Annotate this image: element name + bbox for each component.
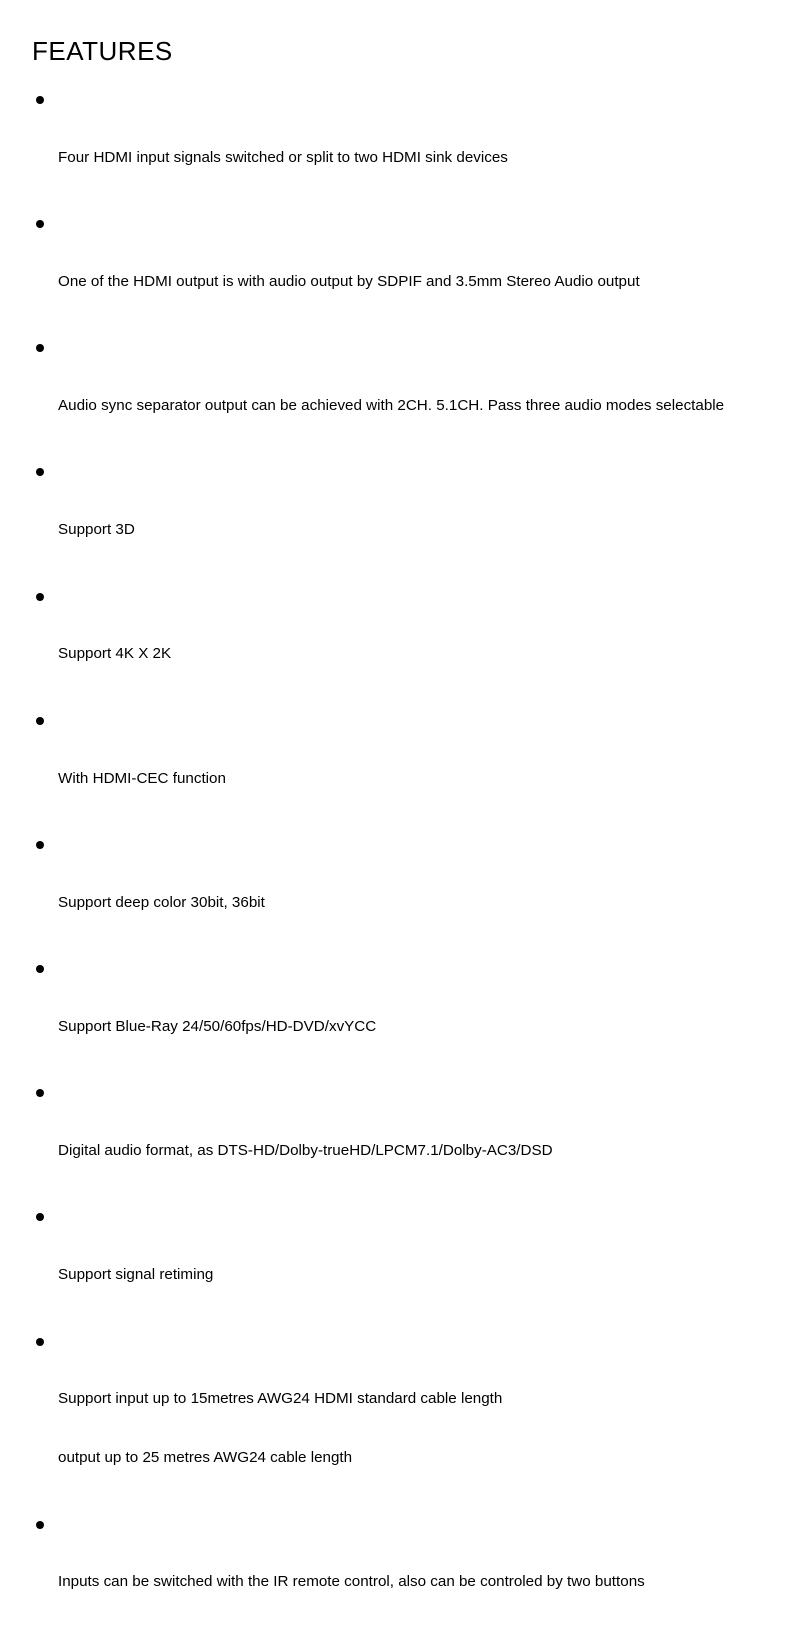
list-item: [36, 213, 770, 331]
list-item: [36, 834, 770, 952]
bullet-icon: [36, 468, 44, 476]
bullet-icon: [36, 344, 44, 352]
list-item: [36, 1514, 770, 1631]
list-item: [36, 337, 770, 455]
bullet-icon: [36, 1521, 44, 1529]
feature-text: Support input up to 15metres AWG24 HDMI standard cable length: [58, 1390, 503, 1408]
bullet-icon: [36, 841, 44, 849]
list-item: [36, 958, 770, 1076]
bullet-icon: [36, 96, 44, 104]
feature-text: Inputs can be switched with the IR remote control, also can be controled by two buttons: [58, 1573, 645, 1591]
feature-text: Support deep color 30bit, 36bit: [58, 893, 265, 911]
list-item: [36, 710, 770, 828]
bullet-icon: [36, 1338, 44, 1346]
list-item: [36, 1206, 770, 1324]
feature-text-continued: output up to 25 metres AWG24 cable length: [58, 1449, 353, 1467]
feature-text: Digital audio format, as DTS-HD/Dolby-trueHD/LPCM7.1/Dolby-AC3/DSD: [58, 1142, 553, 1160]
list-item: [36, 586, 770, 704]
bullet-icon: [36, 1089, 44, 1097]
list-item: [36, 461, 770, 579]
feature-text: Support 4K X 2K: [58, 645, 172, 663]
list-item: [36, 89, 770, 207]
bullet-icon: [36, 717, 44, 725]
feature-text: Four HDMI input signals switched or split to two HDMI sink devices: [58, 148, 508, 166]
feature-text: Support Blue-Ray 24/50/60fps/HD-DVD/xvYCC: [58, 1017, 377, 1035]
list-item: [36, 1082, 770, 1200]
feature-text: Support signal retiming: [58, 1266, 214, 1284]
bullet-icon: [36, 593, 44, 601]
bullet-icon: [36, 1213, 44, 1221]
bullet-icon: [36, 220, 44, 228]
bullet-icon: [36, 965, 44, 973]
feature-text: Audio sync separator output can be achieved with 2CH. 5.1CH. Pass three audio modes selectable: [58, 397, 725, 415]
feature-text: One of the HDMI output is with audio output by SDPIF and 3.5mm Stereo Audio output: [58, 272, 640, 290]
feature-text: With HDMI-CEC function: [58, 769, 226, 787]
feature-text: Support 3D: [58, 521, 135, 539]
page-title: FEATURES: [32, 36, 173, 66]
list-item: [36, 1331, 770, 1507]
feature-list: [30, 89, 770, 1631]
